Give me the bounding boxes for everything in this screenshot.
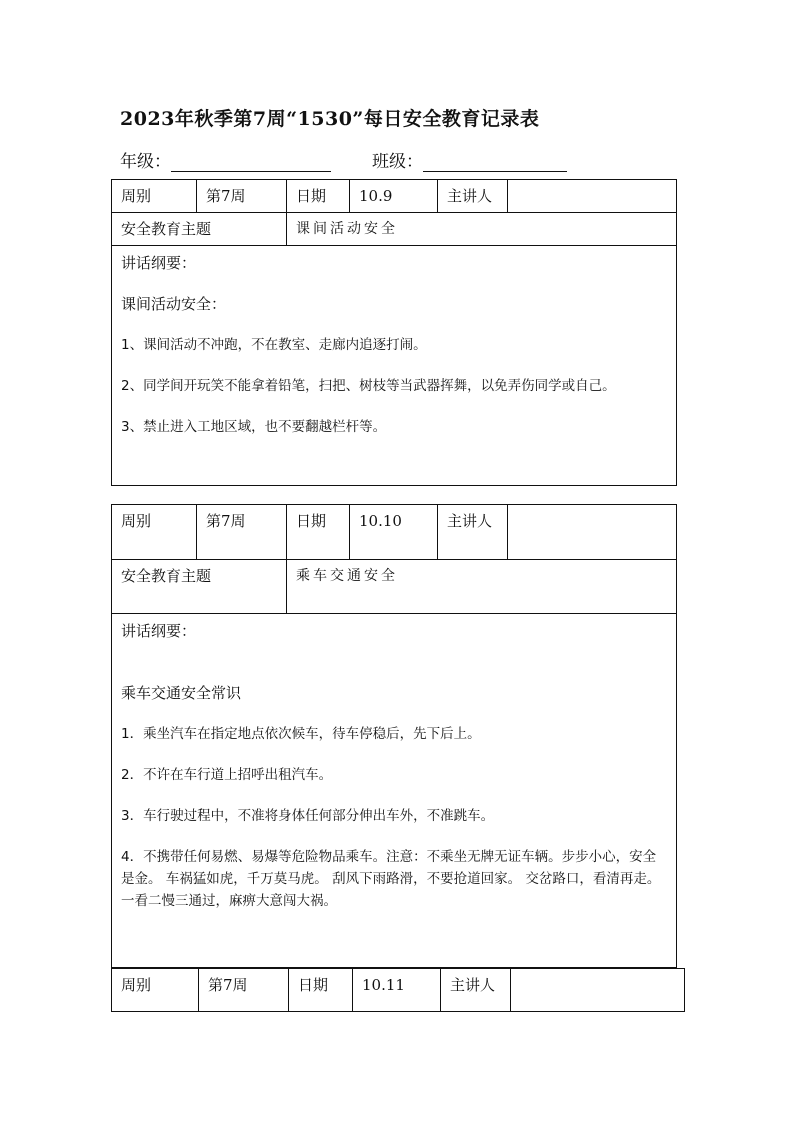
speaker-label: 主讲人 — [438, 180, 508, 213]
record-1-header-row — [112, 180, 677, 213]
record-1-topic-row — [112, 213, 677, 246]
class-label: 班级： — [372, 152, 423, 172]
document-title: 2023年秋季第7周“1530”每日安全教育记录表 — [120, 108, 540, 130]
date-value: 10.10 — [350, 505, 438, 560]
record-2-outline-row — [112, 614, 677, 968]
week-label: 周别 — [112, 180, 197, 213]
outline-heading: 课间活动安全： — [121, 295, 227, 313]
record-table-3 — [111, 968, 685, 1012]
speaker-value[interactable] — [508, 505, 677, 560]
record-table-2 — [111, 504, 677, 968]
date-label: 日期 — [289, 969, 353, 1012]
class-field — [372, 147, 567, 172]
record-3-header-row — [112, 969, 685, 1012]
week-value: 第7周 — [197, 505, 287, 560]
week-label: 周别 — [112, 969, 199, 1012]
speaker-value[interactable] — [508, 180, 677, 213]
outline-cell — [112, 246, 677, 486]
record-1-outline-row — [112, 246, 677, 486]
outline-item: 1、课间活动不冲跑，不在教室、走廊内追逐打闹。 — [121, 337, 427, 353]
grade-label: 年级： — [120, 152, 171, 172]
class-blank[interactable] — [423, 153, 567, 172]
outline-item: 3、禁止进入工地区域，也不要翻越栏杆等。 — [121, 419, 387, 435]
week-value: 第7周 — [197, 180, 287, 213]
outline-item: 1．乘坐汽车在指定地点依次候车，待车停稳后，先下后上。 — [121, 726, 481, 742]
grade-blank[interactable] — [171, 153, 331, 172]
record-2-header-row — [112, 505, 677, 560]
topic-value: 乘车交通安全 — [287, 560, 677, 614]
week-value: 第7周 — [199, 969, 289, 1012]
speaker-value[interactable] — [511, 969, 685, 1012]
outline-cell — [112, 614, 677, 968]
date-label: 日期 — [287, 505, 350, 560]
week-label: 周别 — [112, 505, 197, 560]
outline-heading: 乘车交通安全常识 — [121, 684, 242, 702]
outline-item: 4．不携带任何易燃、易爆等危险物品乘车。注意：不乘坐无牌无证车辆。步步小心，安全是金。 车祸猛如虎，千万莫马虎。 刮风下雨路滑，不要抢道回家。 交岔路口，看清再走。 一看二慢三通过，麻痹大意闯大祸。 — [121, 849, 661, 909]
outline-item: 3．车行驶过程中，不准将身体任何部分伸出车外，不准跳车。 — [121, 808, 495, 824]
topic-value: 课间活动安全 — [287, 213, 677, 246]
record-table-1 — [111, 179, 677, 486]
record-2-topic-row — [112, 560, 677, 614]
outline-label: 讲话纲要： — [121, 622, 197, 640]
speaker-label: 主讲人 — [441, 969, 511, 1012]
date-value: 10.9 — [350, 180, 438, 213]
topic-label: 安全教育主题 — [112, 560, 287, 614]
outline-item: 2、同学间开玩笑不能拿着铅笔，扫把、树枝等当武器挥舞，以免弄伤同学或自己。 — [121, 378, 616, 394]
topic-label: 安全教育主题 — [112, 213, 287, 246]
speaker-label: 主讲人 — [438, 505, 508, 560]
date-value: 10.11 — [353, 969, 441, 1012]
grade-field — [120, 147, 331, 172]
date-label: 日期 — [287, 180, 350, 213]
outline-label: 讲话纲要： — [121, 254, 197, 272]
outline-item: 2．不许在车行道上招呼出租汽车。 — [121, 767, 333, 783]
